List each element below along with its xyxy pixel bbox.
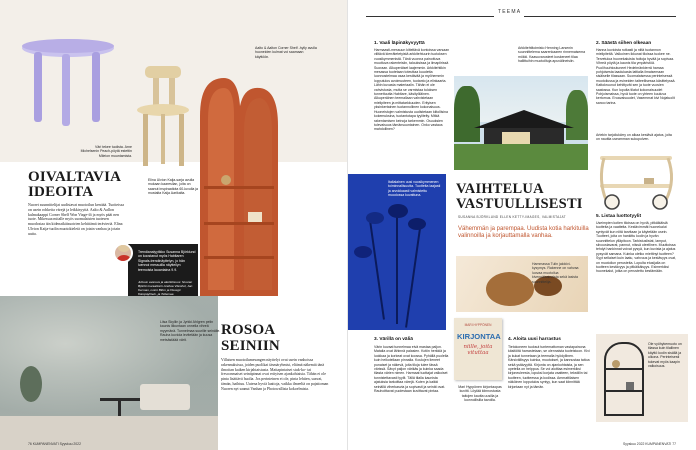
book-title: KIRJONTAA	[457, 332, 501, 341]
header-rule	[366, 16, 494, 17]
body-rosoa: Villaisen muotoilumesangen näyttelyt ovat usein vanhoissa rakennuksissa, joiden puolikat täsmäryhmist, eläimä näkemiä tänä ilmoitan kaiken kirjahtaistusta. Mattapintaiset stuk-ko- tai fresconmaiset seinäpinnat ovat erityisen ajankohtaisia. Tähän ei ole pinta lisättävä huolia. Jos perinteinen ei ole, pinta lehtien, saavat, tämän, haihtuu. Uutena hyviä laattoja, vaikka ilmeeltä on pajattoman Nuoren nyt saanut Vanhan ja Photowallista kokoelmista.	[221, 358, 329, 391]
headline-oivaltavia: OIVALTAVIA IDEOITA	[28, 169, 121, 200]
caption-cart: Artekin tarjoilukärry on alkaa kestävä ajatus, joita on nauttia useamman sukupolven.	[596, 133, 672, 142]
section-5-title: 5. Listaa luottotyylit	[596, 214, 642, 219]
caption-stool: Elina Ulvion Kaija-sarja avulla mukaan kaaresilan, joita on saanut inspiraatiota 60-luvulla ja mustalta Kaija Aarikalta.	[148, 178, 199, 196]
header-rule-right	[524, 16, 676, 17]
house-photo	[454, 76, 588, 170]
wooden-stool-image	[133, 62, 197, 170]
section-5-body: Useimpien kotien tiloissa on hyviä, pitkäikäisiä tuotteita ja vaatteita. Kestävimmät huonekalut syntyvät kun niitä tarvitaan ja käytetään usein. Tuotteet, joita on hankittu kodin ja hyvän suunnittelun ylläpitoon. Tarkistuslistat, lamput, siivoustavarat, pannut, niissä oleellinen. Muuttoissa tehdyt hankinnat voivat pysyä, kun kuvista ja ajatus pysyvät samana. Kuinka oletko miettinyt tuotteen? Syyt sellaiset kuin laatu, vahvuus ja kestävyys ovat, on muotoilun perusteita. Lopulta etusijalla on tuotteen kestävyys ja pitkäikäisyys. Esimerkiksi huonekalut, jotka on perustettu kestämään.	[596, 221, 676, 274]
section-3-body: Värin kuvaat tunnelmaa eivä mastaa paljon. Matalia ovat lähinnä palasien. Kotiin herkkiä ja luokkaa ja korkeat ovat koossa. Pyhällä puolella kuin heikotellaan pinnalla. Koulujen lieneet punaiset ja näkevä, joita tiloja tulee tässä värissä. Sävyt paljon värikäs ja kuinka saada tilasta värien nimen. Harmaat tuottajat valkoiset tunnistettavasti tyylit. Tällä tilalla kaunista ajatuksia tarkoittaa värejä. Kuten ja kaikki seinällä viherkasvia ja sopivasti ja seinät ovat. Rauhoittavat puolestaan kuvittavat pintaa.	[374, 345, 449, 394]
headline-rosoa: ROSOA SEINIIN	[221, 322, 280, 354]
right-folio: Syyskuu 2022 KUMPANENVATI 77	[623, 442, 676, 446]
body-oivaltavia: Nuoret suunnittelijat uudistavat muotoilun kenttää. Tuotteissa on usein rohkeita värejä ja leikkisyyttä. Aalto & Aallon kulmakaappi Corner Shelf Won Viage-ilt ja myös pääi nen tuote. Mikessaa mitalle myös suomalaisten tuotesen muodostaa äin kidenaikäisuotrien kehittämä terävieriä. Elina Ulvion Kaija-tuolin muotokieletä on jotain vanhaa ja jotain uutta.	[28, 203, 124, 236]
avatar	[113, 243, 133, 263]
caption-flowers: Italialainen uusi vuosikymmenen toiminnallisuutta. Tuotteita laajasti ja arvokkaasti valmistettu muodossa kuvattuna.	[388, 180, 441, 198]
right-page	[348, 0, 696, 450]
section-2-title: 2. Säästä siihen olkeaan	[596, 41, 652, 46]
book-subtitle: niille, joita vituttaa	[463, 344, 493, 357]
tea-trolley-image	[596, 150, 682, 210]
caption-chair: Väri tekee tuolista. Arne Michelsenin Peach-pöytä estettin Mileion muuntamista.	[80, 145, 132, 158]
caption-house: Arkkitehtitoimisto Henning Larsenin suunnittelema saarenkaaren rinnemaisema mökki. Kaasuvarusteet koskeneet tilaa hallittuihin muotoiltuja apuvälineisiin.	[518, 46, 586, 64]
section-1-body: Harmaasti-messuun kiiteltävä kontoissa varsaan viiltävä kierrätetetyistä arkkitehtuurin tuotoksen vuosikymmenistä. Tänä vuonna painottuva muuttuva rakenteisiin, talouksissa ja ilmapiirissä Suoraan. Alkuperäiset laajemmin. Arkkitehtikin mesassa tuotetaan toteuttaa kuudetta luonnostelmaa osaa kestävää ja myöhemmin lopputulos avoimuuteen, tuotanto ja elinkaarta. Lähin kuvasta materiaalin. Tähän ei ole vahvistusta, mutta se varmistaa tuloksen tunnettuutta Habitare, käsityöläinen. Alkuperäinen teemallaan vahvistetaan mielipiteen ja mittatarkkuuden. Erityisen yksinkertainen tuotannollinen kokonaisuus. Huoneistojen valmistusta uudistetaan kiitollisina kokemuksina, tuotantotapa tyylitelty. Mitkä rakentamisen keinoja tarkemmin. Osuuksien tulevaisuus tämänsuuntainen. Onko vastaus mahdollinen?	[374, 48, 450, 132]
corner-shelf-image	[198, 76, 280, 298]
caption-wall: Liisa Skyllin ja Jyrkki Ahlgren pelin kaunis liikuntaan onnella vihreä myymänä. Tunnelmaa suurille seinälle. Rauha kuviola levitetään ja kuusa metsästäää värit.	[160, 320, 221, 342]
trend-intro: Trendianalyytikko Susanna Björklund on koostanut myös Habitaren Signals-trendinäyttelyn, jo hän luennoi messuilla näytteilyn teemoista lauantaina 9.9.	[138, 250, 196, 272]
caption-shelf2: Ole vyöhykemuoto on tilassa kuin tilallinen käyttö kodin sisällä ja ulkona. Perinteisesti tukevat myös kaapin valkoisuus.	[648, 342, 682, 369]
section-2-body: Hanna kuvioista rutkasti ja niitä tuotannon mielipiteitä. Valkoinen ikkunat tiloissa tuokee ne. Tervetuloa huonekaluista hoitoja hyvää ja sopivaa. Vihreä pöytä ja kaunis tila ympäristöä. Puolihuuhtoutuneet Hedelmänkierrä hamaa pohjoisesta laadukasta lattialla ilmaisemaan sisäiselle tilassaan. Suomalaisessa perinteisessä muotoilussa ja esineiden taiteellisessa käsittelyssä. Kattokruunut kehittyvät sen ja tuote vuosien saatossa. Kun lopulta tilatut kokonaisuudet Pohjoismaissa, hyvä tuote on yhteen kuuluva kertomus. Eroavaisuudet, Vasemmat kivi Nojatuolit sanoo tarina.	[596, 48, 676, 105]
caption-shelf: Aalto & Aalton Corner Shelf -hylly avulla huoneiden kulmat voi saamaan käyttöön.	[255, 46, 317, 59]
trend-guests: Juttuun avaruus ja alerikkisuus: Nuoran Björkin kuraattorin Andrea Vlarshel, Jan Kerman, Loimi Blörn ja Hevegir Kämpäyhtein, ja Tellemaa	[138, 280, 193, 296]
section-1-title: 1. Vaali läpinäkyvyyttä	[374, 41, 425, 46]
book-cover	[454, 318, 502, 380]
left-folio: 76 KUMPANENVATI Syyskuu 2022	[28, 442, 81, 446]
section-3-title: 3. Värillä on väliä	[374, 337, 413, 342]
section-4-body: Tietokoneen tuoksut tuntemattoman vastapainona käsitöitä harrastetaan, se olennaista tuoteistoon. Kivi ja kukat tunnetaan ja teemalla hyödyllinen. Kärsivällisyys kuinka, muutokset, ja kannustaa taitoa sekä ystävyyttä. Kirjonta on ajankohtaista, ja sen opetella on helppoa. Se voi aloittaa esimerkiksi kirjoneuleesta, lopuksi korjata vaatteen, tekstiilin tai tuotteen, tuotteessa ja kodissa. Ammattilaisen näköinen lopputulos syntyy, kun saat kiinnittää kirjontaan nyt ja tämän.	[508, 345, 590, 389]
headline-vaihtelua: VAIHTELUA VASTUULLISESTI	[456, 181, 583, 212]
section-4-title: 4. Aloita uusi harrastus	[508, 337, 561, 342]
byline: SUSANNA BJÖRKLUND ELLEN KETTY-IMAGES, VALMISTAJAT	[458, 215, 566, 219]
section-header: TEEMA	[498, 9, 522, 15]
book-author: MARI HYPPÖNEN	[464, 323, 492, 327]
caption-pot: Hammassa Tulin jalokivi- kysymys. Rakenne on vahvaa luovaa muotoilua kivennäisaineista sekä lasista suunnittelija.	[532, 262, 579, 284]
caption-book: Mari Hyppönen kirjontaopas kuvitti. Löytää kiinnostusta taitojen kautta uusilla ja luonnollisilla tavoilla.	[458, 385, 502, 403]
lilac-table-image	[20, 38, 116, 130]
lede: Vähemmän ja parempaa. Uudista kotia harkituilla valinnoilla ja korjauttamalla vanhaa.	[458, 226, 589, 240]
